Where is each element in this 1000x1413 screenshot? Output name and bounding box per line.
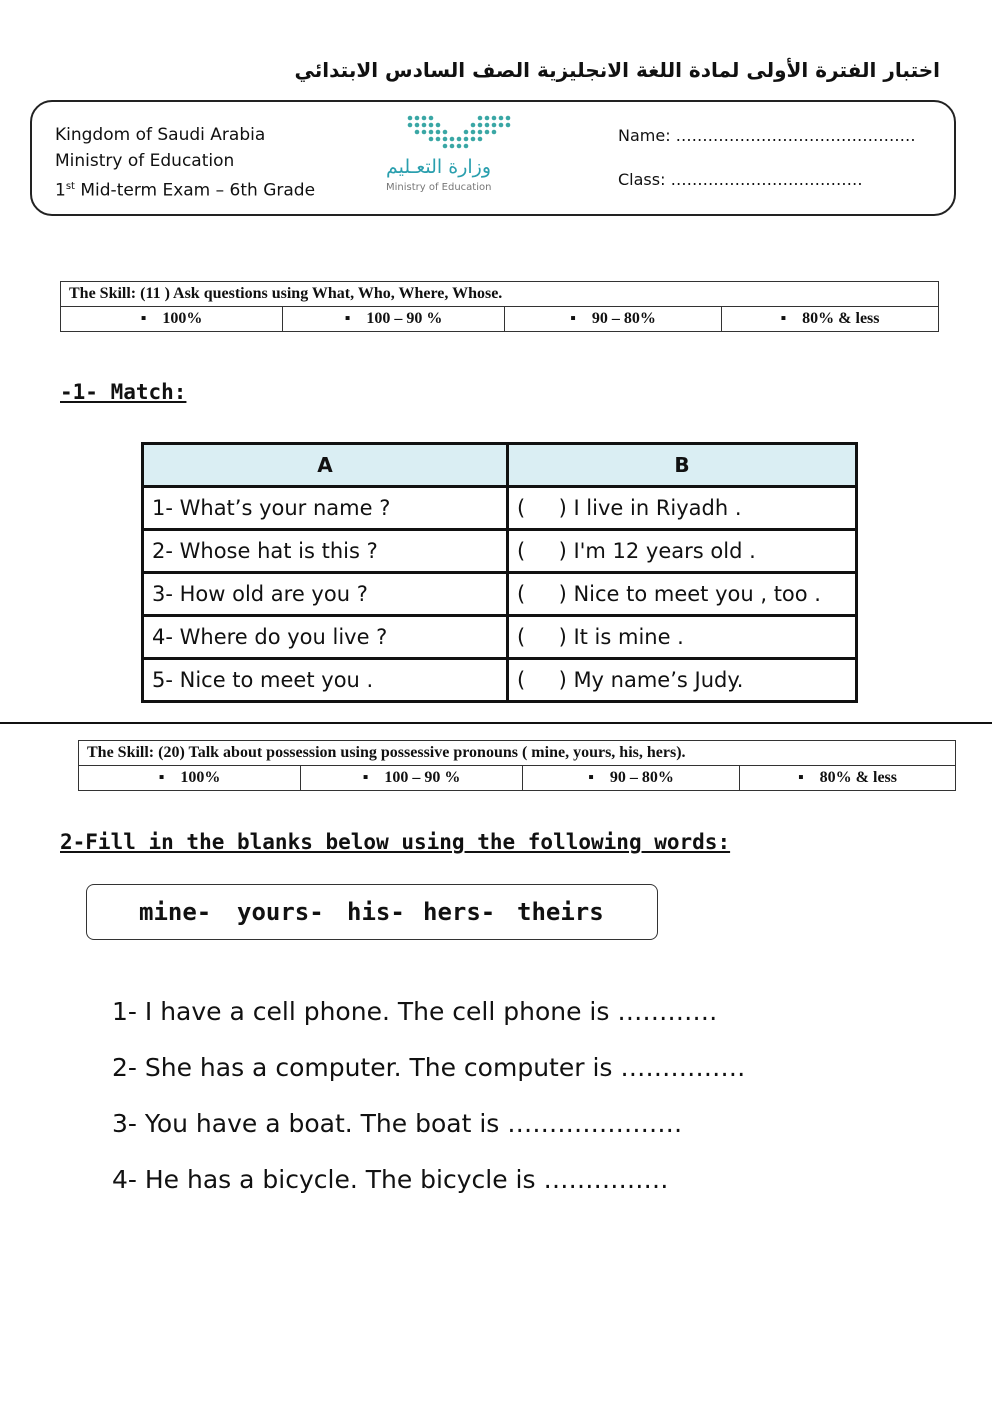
level-cell: ▪ 80% & less bbox=[722, 307, 939, 332]
word-bank-item: theirs bbox=[517, 898, 604, 926]
question-cell: 1- What’s your name ? bbox=[143, 487, 508, 530]
fill-sentence-4[interactable]: 4- He has a bicycle. The bicycle is …………… bbox=[112, 1165, 669, 1194]
table-row bbox=[143, 487, 857, 530]
skill-table-1 bbox=[60, 281, 939, 332]
answer-cell[interactable]: ( ) It is mine . bbox=[508, 616, 857, 659]
section-1-title: -1- Match: bbox=[60, 380, 187, 404]
level-cell: ▪ 80% & less bbox=[740, 766, 956, 791]
question-cell: 3- How old are you ? bbox=[143, 573, 508, 616]
table-row bbox=[143, 616, 857, 659]
fill-sentence-3[interactable]: 3- You have a boat. The boat is ………………… bbox=[112, 1109, 683, 1138]
skill-title: The Skill: (20) Talk about possession using possessive pronouns ( mine, yours, his, hers). bbox=[79, 741, 956, 766]
level-cell: ▪ 90 – 80% bbox=[505, 307, 722, 332]
column-a-header: A bbox=[143, 444, 508, 487]
fill-sentence-1[interactable]: 1- I have a cell phone. The cell phone is ………… bbox=[112, 997, 718, 1026]
student-fields bbox=[618, 114, 916, 202]
level-cell: ▪ 90 – 80% bbox=[523, 766, 740, 791]
question-cell: 5- Nice to meet you . bbox=[143, 659, 508, 702]
header-info bbox=[55, 122, 315, 204]
word-bank-item: mine- bbox=[139, 898, 212, 926]
level-cell: ▪ 100 – 90 % bbox=[283, 307, 505, 332]
level-cell: ▪ 100 – 90 % bbox=[301, 766, 523, 791]
skill-table-2 bbox=[78, 740, 956, 791]
ministry-logo bbox=[380, 110, 530, 200]
column-b-header: B bbox=[508, 444, 857, 487]
section-2-title: 2-Fill in the blanks below using the following words: bbox=[60, 830, 731, 854]
table-row bbox=[143, 573, 857, 616]
table-row bbox=[143, 659, 857, 702]
answer-cell[interactable]: ( ) I live in Riyadh . bbox=[508, 487, 857, 530]
word-bank-item: yours- bbox=[237, 898, 324, 926]
section-divider bbox=[0, 722, 992, 724]
fill-sentence-2[interactable]: 2- She has a computer. The computer is …………… bbox=[112, 1053, 746, 1082]
logo-english-text: Ministry of Education bbox=[386, 182, 492, 193]
class-field[interactable]: Class: ……………………………… bbox=[618, 170, 863, 189]
word-bank-item: his- bbox=[347, 898, 405, 926]
table-row bbox=[143, 530, 857, 573]
answer-cell[interactable]: ( ) I'm 12 years old . bbox=[508, 530, 857, 573]
name-field[interactable]: Name: ……………………………………… bbox=[618, 126, 916, 145]
word-bank-item: hers- bbox=[423, 898, 496, 926]
level-cell: ▪ 100% bbox=[79, 766, 301, 791]
question-cell: 4- Where do you live ? bbox=[143, 616, 508, 659]
level-cell: ▪ 100% bbox=[61, 307, 283, 332]
answer-cell[interactable]: ( ) My name’s Judy. bbox=[508, 659, 857, 702]
header-ministry: Ministry of Education bbox=[55, 151, 235, 171]
word-bank bbox=[86, 884, 658, 940]
question-cell: 2- Whose hat is this ? bbox=[143, 530, 508, 573]
header-exam: 1st Mid-term Exam – 6th Grade bbox=[55, 180, 316, 201]
arabic-exam-title: اختبار الفترة الأولى لمادة اللغة الانجليزية الصف السادس الابتدائي bbox=[294, 58, 940, 82]
header-country: Kingdom of Saudi Arabia bbox=[55, 125, 266, 145]
answer-cell[interactable]: ( ) Nice to meet you , too . bbox=[508, 573, 857, 616]
match-table bbox=[141, 442, 858, 703]
skill-title: The Skill: (11 ) Ask questions using What, Who, Where, Whose. bbox=[61, 282, 939, 307]
logo-dots-icon bbox=[380, 110, 530, 156]
logo-arabic-text: وزارة التعـليم bbox=[386, 156, 492, 178]
